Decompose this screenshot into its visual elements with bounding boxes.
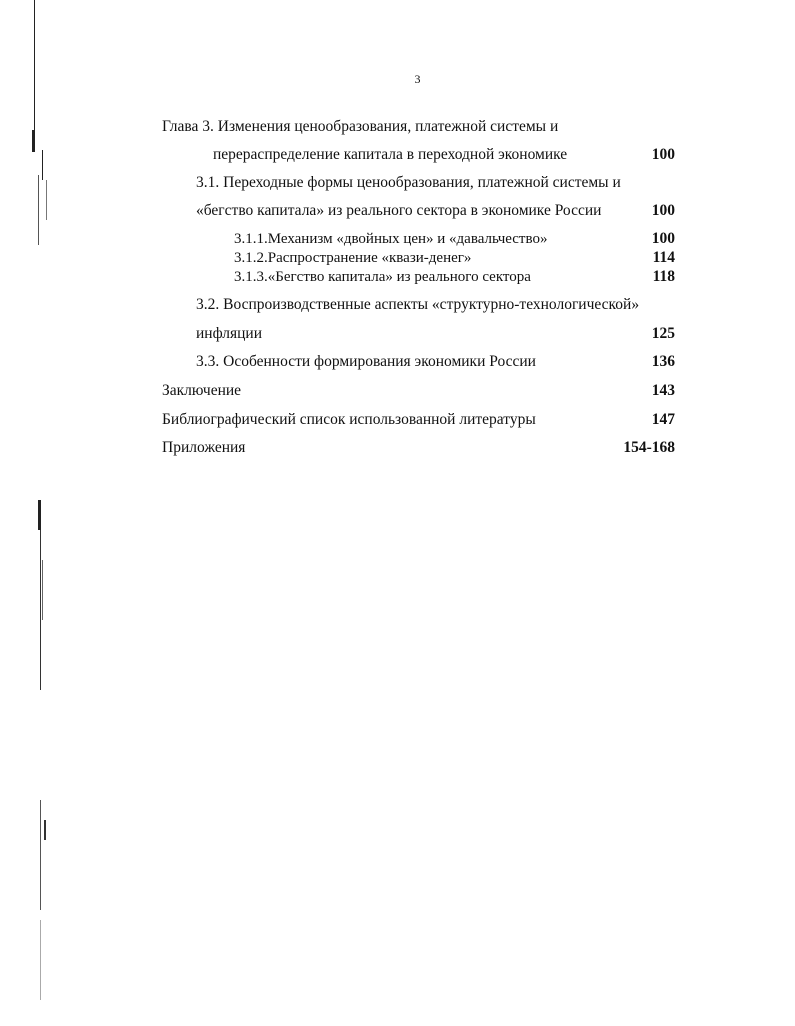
toc-entry-section-3-2-line2: инфляции <box>196 325 262 342</box>
toc-page-section-3-3: 136 <box>651 353 675 370</box>
toc-entry-section-3-1-2: 3.1.2.Распространение «квази-денег» <box>234 250 472 266</box>
toc-page-section-3-1: 100 <box>651 202 675 219</box>
toc-page-appendix: 154-168 <box>623 439 675 456</box>
toc-entry-appendix: Приложения <box>162 439 246 456</box>
toc-page-section-3-1-1: 100 <box>651 230 675 247</box>
scan-edge-artifact <box>28 0 58 1026</box>
toc-page-section-3-1-3: 118 <box>652 268 675 285</box>
toc-entry-section-3-1-1: 3.1.1.Механизм «двойных цен» и «давальчество» <box>234 231 548 247</box>
page-number: 3 <box>414 72 421 86</box>
toc-page-section-3-1-2: 114 <box>652 249 675 266</box>
toc-page-conclusion: 143 <box>651 382 675 399</box>
toc-entry-section-3-2-line1: 3.2. Воспроизводственные аспекты «структурно-технологической» <box>196 296 640 313</box>
toc-entry-bibliography: Библиографический список использованной литературы <box>162 411 536 428</box>
toc-entry-section-3-3: 3.3. Особенности формирования экономики России <box>196 353 536 370</box>
toc-entry-chapter3-line1: Глава 3. Изменения ценообразования, платежной системы и <box>162 118 559 135</box>
toc-page-chapter3: 100 <box>651 146 675 163</box>
toc-entry-conclusion: Заключение <box>162 382 242 399</box>
toc-entry-section-3-1-line2: «бегство капитала» из реального сектора в экономике России <box>196 202 602 219</box>
toc-entry-chapter3-line2: перераспределение капитала в переходной экономике <box>213 146 568 163</box>
toc-entry-section-3-1-line1: 3.1. Переходные формы ценообразования, платежной системы и <box>196 174 621 191</box>
toc-entry-section-3-1-3: 3.1.3.«Бегство капитала» из реального сектора <box>234 269 531 285</box>
toc-page-section-3-2: 125 <box>651 325 675 342</box>
toc-page-bibliography: 147 <box>651 411 675 428</box>
